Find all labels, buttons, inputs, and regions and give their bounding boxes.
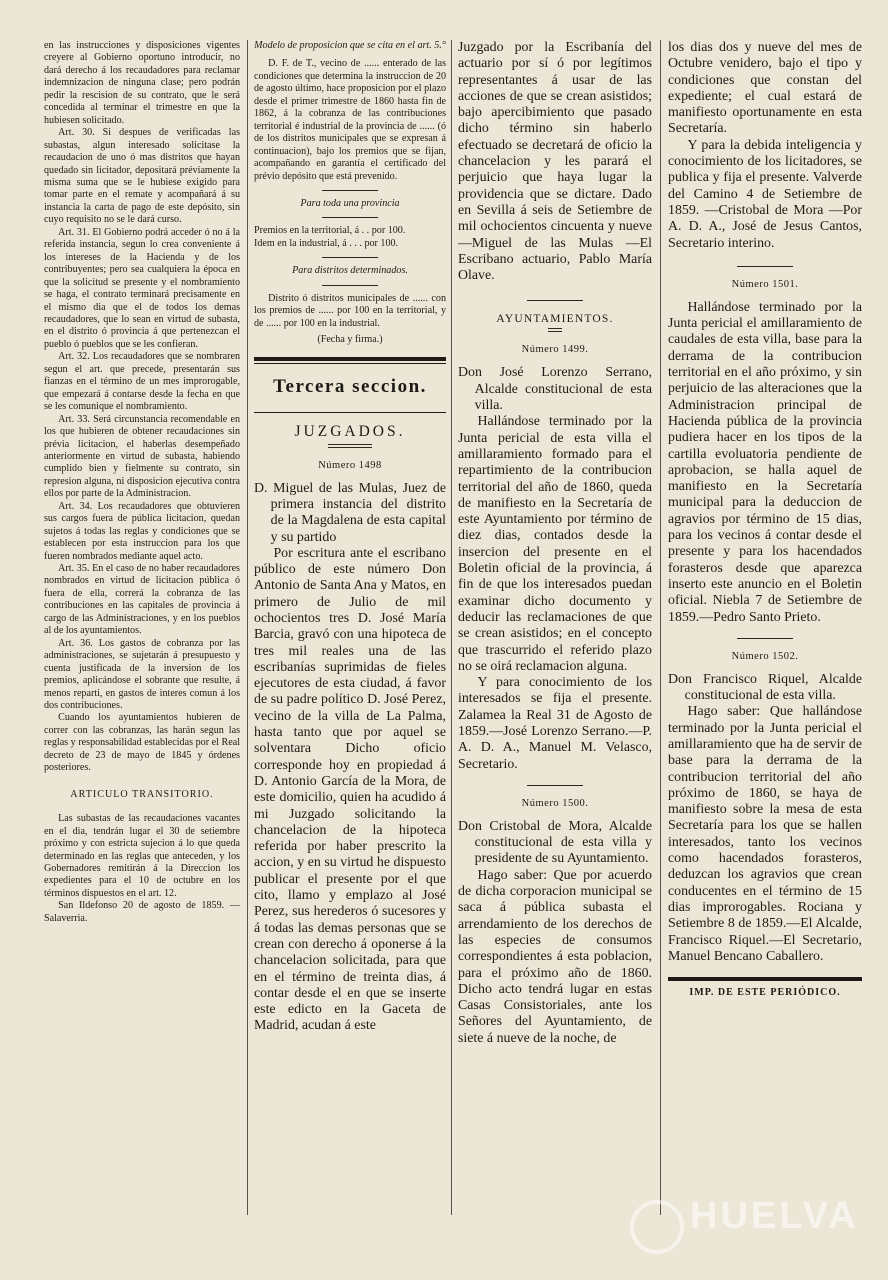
article-32: Art. 32. Los recaudadores que se nombraren segun el art. que precede, presentarán sus fianzas en el término de un mes improrogable, que empezará á contarse desde la fecha en que se les comunique el nombramiento. — [44, 351, 240, 413]
article-33: Art. 33. Será circunstancia recomendable en los que hubieren de obtener recaudaciones sin prévia licitacion, el haberlas desempeñado anteriormente en virtud de subasta, habiendo cumplido bien y fielmente su contrato, sin represion alguna, ni disposicion ejecutiva contra ellos por parte de la Administracion. — [44, 413, 240, 500]
column-rule — [660, 40, 661, 1215]
distritos-heading: Para distritos determinados. — [292, 265, 408, 277]
notice-number: Número 1500. — [521, 797, 589, 809]
divider — [322, 257, 378, 258]
transitorio-heading: ARTICULO TRANSITORIO. — [70, 788, 214, 800]
imprint: IMP. DE ESTE PERIÓDICO. — [689, 987, 841, 999]
notice-intro: Don José Lorenzo Serrano, Alcalde constitucional de esta villa. — [458, 365, 652, 414]
distritos-text: Distrito ó distritos municipales de ...... con los premios de ...... por 100 en la territorial, y de ...... por 100 en la industrial. — [254, 292, 446, 329]
section-rule — [254, 363, 446, 364]
column-rule — [451, 40, 452, 1215]
notice-number: Número 1499. — [521, 344, 589, 356]
watermark-logo-icon — [630, 1200, 684, 1254]
notice-continued: Juzgado por la Escribanía del actuario por sí ó por legítimos representantes á usar de las acciones de que se crean asistidos; bajo apercibimiento que pasado dicho término sin haberlo efectuado se decretará de oficio la chancelacion y les parará el perjuicio que haya lugar la providencia que se dictare. Dado en Sevilla á seis de Setiembre de mil ochocientos cincuenta y nueve —Miguel de las Mulas —El Escribano actuario, Pablo María Olave. — [458, 40, 652, 284]
column-2 — [254, 40, 446, 1035]
article-31: Art. 31. El Gobierno podrá acceder ó no á la referida instancia, segun lo crea conveniente á los intereses de la Hacienda y de los contribuyentes; pero sea cualquiera la época en que la solicitud se presente y el nombramiento se haga, el contrato terminará precisamente en el mismo dia que el de todos los demas recaudadores, que lo sean en virtud de subasta, en el distrito ó provincia á que pertenezcan el pueblo ó pueblos que se les confieran. — [44, 226, 240, 350]
watermark: HUELVA — [690, 1195, 859, 1237]
column-3 — [458, 40, 652, 1047]
column-1 — [44, 40, 240, 925]
notice-body: Hallándose terminado por la Junta pericial el amillaramiento de caudales de esta villa, base para la derrama de la contribucion territorial en el año próximo, y sin perjuicio de las alteraciones que la Administracion principal de Hacienda pública de la provincia pudiera hacer en los tipos de la cartilla evoluatoria pendiente de aprobacion, se halla aquel de manifiesto en la Secretaría municipal para la deduccion de agravios por término de 15 dias, para los vecinos á contar desde el presente y para los hacendados forasteros desde que aparezca inserto este anuncio en el Boletin oficial. Niebla 7 de Setiembre de 1859.—Pedro Santo Prieto. — [668, 299, 862, 625]
footer-rule — [668, 977, 862, 981]
notice-body: Por escritura ante el escribano público de este número Don Antonio de Santa Ana y Matos, en primero de Julio de mil ochocientos tres D. José María Barcia, gravó con una hipoteca de tres mil reales una de las escribanías suprimidas de fieles ejecutores de esta ciudad, á favor de su padre político D. José Perez, vecino de la villa de La Palma, hasta tanto que por aquel se solventara Dicho oficio corresponde hoy en propiedad á D. Antonio García de la Mora, de este domicilio, quien ha acudido á mi Juzgado solicitando la chancelacion de la hipoteca referida por haber prescrito la accion, y en su virtud he dispuesto publicar el presente por el que cito, llamo y emplazo al José Perez, sus herederos ó sucesores y á todas las demas personas que se crean con derecho á oponerse á la chancelacion solicitada, para que en el término de treinta dias, á contar desde el en que se inserte este edicto en la Gaceta de Madrid, acudan á este — [254, 545, 446, 1034]
notice-body: Hallándose terminado por la Junta pericial de esta villa el amillaramiento formado para el repartimiento de la contribucion territorial del año de 1860, queda de manifiesto en la Secretaría de este Ayuntamiento por término de diez dias, contados desde la insercion del presente en el Boletin oficial de la provincia, á fin de que los interesados puedan examinar dicho documento y deducir las reclamaciones de que se crean asistidos; en el concepto que trascurrido el referido plazo no se oirá reclamacion alguna. — [458, 414, 652, 674]
notice-number: Número 1501. — [731, 278, 799, 290]
model-text: D. F. de T., vecino de ...... enterado de las condiciones que determina la instruccion de 20 de agosto último, hace proposicion por el plazo desde el primer trimestre de 1860 hasta fin de 1862, á la cobranza de las contribuciones territorial é industrial de la provincia de ...... (ó de los distritos municipales que se expresan á continuacion), bajo los premios que se fijan, acompañando en garantía el certificado del prévio depósito que está prevenido. — [254, 58, 446, 182]
transitorio-text: Las subastas de las recaudaciones vacantes en el dia, tendrán lugar el 30 de setiembre próximo y con estricta sujecion á lo que queda determinado en las reglas que anteceden, y los Gobernadores remitirán á la Direccion los expedientes para el 10 de octubre en los términos dispuestos en el art. 12. — [44, 813, 240, 899]
notice-intro: D. Miguel de las Mulas, Juez de primera instancia del distrito de la Magdalena de esta capital y su partido — [254, 480, 446, 545]
premio-territorial: Premios en la territorial, á . . por 100. — [254, 225, 406, 237]
divider — [737, 266, 793, 267]
divider — [527, 785, 583, 786]
column-4 — [668, 40, 862, 998]
premio-industrial: Idem en la industrial, á . . . por 100. — [254, 237, 399, 249]
notice-number: Número 1502. — [731, 650, 799, 662]
notice-body: Y para conocimiento de los interesados se fija el presente. Zalamea la Real 31 de Agosto de 1859.—José Lorenzo Serrano.—P. A. D. A., Manuel M. Velasco, Secretario. — [458, 675, 652, 772]
divider — [737, 638, 793, 639]
divider — [527, 300, 583, 301]
divider — [322, 217, 378, 218]
notice-intro: Don Cristobal de Mora, Alcalde constitucional de esta villa y presidente de su Ayuntamiento. — [458, 818, 652, 867]
juzgados-title: JUZGADOS. — [294, 422, 406, 440]
article-30: Art. 30. Si despues de verificadas las subastas, algun interesado solicitase la recaudacion de uno ó mas distritos que hayan quedado sin licitador, depositará préviamente la misma suma que se le hubiese exigido para tomar parte en el remate y acompañará á su instancia la carta de pago de este depósito, sin cuyo requisito no se le dará curso. — [44, 127, 240, 226]
fecha-firma: (Fecha y firma.) — [317, 334, 383, 346]
notice-continued: los dias dos y nueve del mes de Octubre venidero, bajo el tipo y condiciones que constan del expediente; el cual estará de manifiesto oportunamente en esta Secretaría. — [668, 40, 862, 137]
section-title: Tercera seccion. — [273, 375, 427, 397]
notice-body: Y para la debida inteligencia y conocimiento de los licitadores, se publica y fija el presente. Valverde del Camino 4 de Setiembre de 1859. —Cristobal de Mora —Por A. D. A., José de Jesus Cantos, Secretario interino. — [668, 137, 862, 251]
column-rule — [247, 40, 248, 1215]
section-rule — [254, 412, 446, 413]
ayuntamientos-title: AYUNTAMIENTOS. — [496, 313, 614, 326]
provincia-heading: Para toda una provincia — [300, 197, 400, 209]
notice-body: Hago saber: Que hallándose terminado por la Junta pericial el amillaramiento que ha de servir de base para la derrama de la contribucion territorial del año próximo de 1860, se haya de manifiesto sobre la mesa de esta Secretaría para los que se hallen interesados, tanto los vecinos como hacendados forasteros, deduzcan los agravios que crean conducentes en el término de 15 dias improrogables. Rociana y Setiembre 8 de 1859.—El Alcalde, Francisco Riquel.—El Secretario, Manuel Bencano Caballero. — [668, 704, 862, 964]
model-title: Modelo de proposicion que se cita en el art. 5.° — [254, 40, 446, 51]
notice-body: Hago saber: Que por acuerdo de dicha corporacion municipal se saca á pública subasta el arrendamiento de los derechos de las especies de consumos correspondientes á esta poblacion, para el próximo año de 1860. Dicho acto tendrá lugar en estas Casas Consistoriales, ante los Señores del Ayuntamiento, de siete á nueve de la noche, de — [458, 867, 652, 1046]
article-34: Art. 34. Los recaudadores que obtuvieren sus cargos fuera de pública licitacion, quedan sujetos á todas las reglas y condiciones que se establecen por esta instruccion para los que fueren nombrados mediante aquel acto. — [44, 500, 240, 562]
closing-signature: San Ildefonso 20 de agosto de 1859. —Salaverria. — [44, 900, 240, 924]
paragraph: Cuando los ayuntamientos hubieren de correr con las cobranzas, las harán segun las reglas y responsabilidad establecidas por el Real decreto de 23 de mayo de 1845 y órdenes posteriores. — [44, 712, 240, 774]
divider — [322, 190, 378, 191]
article-36: Art. 36. Los gastos de cobranza por las administraciones, se sujetarán á presupuesto y cuenta justificada de la inversion de los premios, aplicándose el sobrante que resulte, á menos reparti, en gastos de interes comun á los dos contribuciones. — [44, 637, 240, 712]
paragraph: en las instrucciones y disposiciones vigentes creyere al Gobierno oportuno introducir, no dará derecho á los recaudadores para reclamar indemnizacion de ninguna clase; pero podrán pedir la rescision de su contrato, que le será concedida al terminar el trimestre en que la hubiesen solicitado. — [44, 40, 240, 126]
double-rule — [328, 444, 372, 448]
double-rule — [548, 328, 562, 332]
article-35: Art. 35. En el caso de no haber recaudadores nombrados en virtud de licitacion pública ó fuera de ella, correrá la cobranza de las contribuciones en las capitales de provincia á cargo de las Administraciones, y en los pueblos al de los ayuntamientos. — [44, 563, 240, 637]
notice-intro: Don Francisco Riquel, Alcalde constitucional de esta villa. — [668, 671, 862, 704]
notice-number: Número 1498 — [318, 459, 382, 471]
divider — [322, 285, 378, 286]
section-rule — [254, 357, 446, 361]
